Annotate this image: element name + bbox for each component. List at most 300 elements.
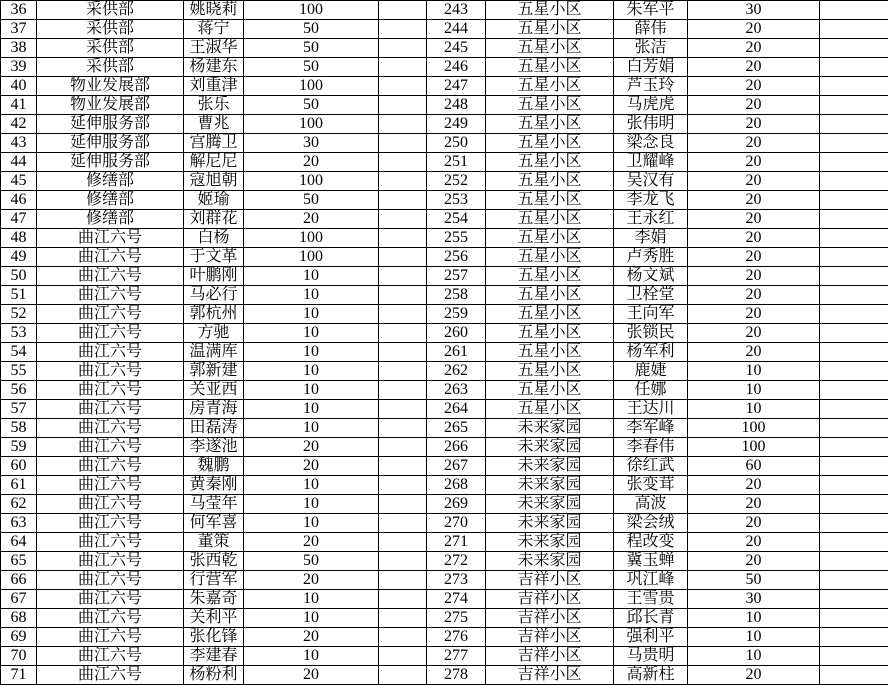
- right-empty-cell[interactable]: [820, 362, 888, 381]
- left-value-cell[interactable]: 10: [244, 609, 379, 628]
- right-row-number-cell[interactable]: 265: [427, 419, 486, 438]
- right-row-number-cell[interactable]: 258: [427, 286, 486, 305]
- right-name-cell[interactable]: 梁会绒: [614, 514, 688, 533]
- left-department-cell[interactable]: 采供部: [37, 1, 184, 20]
- right-value-cell[interactable]: 20: [688, 343, 820, 362]
- left-department-cell[interactable]: 修缮部: [37, 210, 184, 229]
- left-empty-cell[interactable]: [379, 96, 427, 115]
- right-row-number-cell[interactable]: 244: [427, 20, 486, 39]
- left-empty-cell[interactable]: [379, 229, 427, 248]
- right-name-cell[interactable]: 高波: [614, 495, 688, 514]
- left-name-cell[interactable]: 黄秦刚: [184, 476, 244, 495]
- left-value-cell[interactable]: 20: [244, 533, 379, 552]
- left-name-cell[interactable]: 姚晓莉: [184, 1, 244, 20]
- right-community-cell[interactable]: 五星小区: [486, 39, 614, 58]
- left-value-cell[interactable]: 10: [244, 362, 379, 381]
- right-name-cell[interactable]: 芦玉玲: [614, 77, 688, 96]
- left-name-cell[interactable]: 方驰: [184, 324, 244, 343]
- right-empty-cell[interactable]: [820, 495, 888, 514]
- right-community-cell[interactable]: 未来家园: [486, 457, 614, 476]
- left-empty-cell[interactable]: [379, 115, 427, 134]
- right-community-cell[interactable]: 五星小区: [486, 286, 614, 305]
- left-name-cell[interactable]: 叶鹏刚: [184, 267, 244, 286]
- left-value-cell[interactable]: 20: [244, 457, 379, 476]
- right-community-cell[interactable]: 未来家园: [486, 533, 614, 552]
- left-row-number-cell[interactable]: 56: [1, 381, 37, 400]
- left-department-cell[interactable]: 曲江六号: [37, 571, 184, 590]
- left-name-cell[interactable]: 李建春: [184, 647, 244, 666]
- left-name-cell[interactable]: 马必行: [184, 286, 244, 305]
- right-community-cell[interactable]: 五星小区: [486, 96, 614, 115]
- left-value-cell[interactable]: 20: [244, 628, 379, 647]
- left-row-number-cell[interactable]: 42: [1, 115, 37, 134]
- right-name-cell[interactable]: 薛伟: [614, 20, 688, 39]
- left-department-cell[interactable]: 采供部: [37, 58, 184, 77]
- right-value-cell[interactable]: 20: [688, 172, 820, 191]
- left-empty-cell[interactable]: [379, 305, 427, 324]
- left-name-cell[interactable]: 李遂池: [184, 438, 244, 457]
- right-community-cell[interactable]: 五星小区: [486, 58, 614, 77]
- right-name-cell[interactable]: 巩江峰: [614, 571, 688, 590]
- right-value-cell[interactable]: 10: [688, 362, 820, 381]
- right-row-number-cell[interactable]: 266: [427, 438, 486, 457]
- right-empty-cell[interactable]: [820, 666, 888, 685]
- right-empty-cell[interactable]: [820, 58, 888, 77]
- left-name-cell[interactable]: 姬瑜: [184, 191, 244, 210]
- right-empty-cell[interactable]: [820, 77, 888, 96]
- right-community-cell[interactable]: 五星小区: [486, 191, 614, 210]
- left-row-number-cell[interactable]: 52: [1, 305, 37, 324]
- left-value-cell[interactable]: 10: [244, 476, 379, 495]
- left-name-cell[interactable]: 张西乾: [184, 552, 244, 571]
- right-value-cell[interactable]: 10: [688, 647, 820, 666]
- left-row-number-cell[interactable]: 51: [1, 286, 37, 305]
- left-department-cell[interactable]: 延伸服务部: [37, 153, 184, 172]
- right-community-cell[interactable]: 五星小区: [486, 77, 614, 96]
- right-community-cell[interactable]: 吉祥小区: [486, 647, 614, 666]
- left-row-number-cell[interactable]: 48: [1, 229, 37, 248]
- left-empty-cell[interactable]: [379, 153, 427, 172]
- right-value-cell[interactable]: 50: [688, 571, 820, 590]
- left-name-cell[interactable]: 行营军: [184, 571, 244, 590]
- right-empty-cell[interactable]: [820, 229, 888, 248]
- left-empty-cell[interactable]: [379, 438, 427, 457]
- left-department-cell[interactable]: 采供部: [37, 20, 184, 39]
- left-value-cell[interactable]: 10: [244, 305, 379, 324]
- left-value-cell[interactable]: 10: [244, 495, 379, 514]
- right-value-cell[interactable]: 20: [688, 39, 820, 58]
- left-empty-cell[interactable]: [379, 58, 427, 77]
- right-name-cell[interactable]: 强利平: [614, 628, 688, 647]
- right-community-cell[interactable]: 五星小区: [486, 172, 614, 191]
- right-name-cell[interactable]: 王向军: [614, 305, 688, 324]
- right-community-cell[interactable]: 吉祥小区: [486, 571, 614, 590]
- right-row-number-cell[interactable]: 271: [427, 533, 486, 552]
- right-value-cell[interactable]: 20: [688, 286, 820, 305]
- right-value-cell[interactable]: 30: [688, 590, 820, 609]
- right-empty-cell[interactable]: [820, 324, 888, 343]
- left-name-cell[interactable]: 张乐: [184, 96, 244, 115]
- right-name-cell[interactable]: 杨军利: [614, 343, 688, 362]
- left-empty-cell[interactable]: [379, 476, 427, 495]
- left-name-cell[interactable]: 于文革: [184, 248, 244, 267]
- right-name-cell[interactable]: 王永红: [614, 210, 688, 229]
- right-value-cell[interactable]: 20: [688, 495, 820, 514]
- right-row-number-cell[interactable]: 264: [427, 400, 486, 419]
- left-department-cell[interactable]: 曲江六号: [37, 495, 184, 514]
- left-empty-cell[interactable]: [379, 191, 427, 210]
- left-name-cell[interactable]: 董策: [184, 533, 244, 552]
- left-name-cell[interactable]: 郭新建: [184, 362, 244, 381]
- right-community-cell[interactable]: 未来家园: [486, 495, 614, 514]
- right-community-cell[interactable]: 五星小区: [486, 210, 614, 229]
- right-name-cell[interactable]: 白芳娟: [614, 58, 688, 77]
- left-value-cell[interactable]: 10: [244, 419, 379, 438]
- left-value-cell[interactable]: 100: [244, 229, 379, 248]
- left-value-cell[interactable]: 30: [244, 134, 379, 153]
- left-name-cell[interactable]: 温满库: [184, 343, 244, 362]
- right-community-cell[interactable]: 五星小区: [486, 324, 614, 343]
- right-value-cell[interactable]: 20: [688, 514, 820, 533]
- left-empty-cell[interactable]: [379, 514, 427, 533]
- right-row-number-cell[interactable]: 276: [427, 628, 486, 647]
- right-value-cell[interactable]: 100: [688, 438, 820, 457]
- left-value-cell[interactable]: 50: [244, 96, 379, 115]
- left-department-cell[interactable]: 曲江六号: [37, 381, 184, 400]
- left-department-cell[interactable]: 曲江六号: [37, 438, 184, 457]
- left-empty-cell[interactable]: [379, 552, 427, 571]
- left-value-cell[interactable]: 10: [244, 647, 379, 666]
- right-empty-cell[interactable]: [820, 438, 888, 457]
- left-value-cell[interactable]: 10: [244, 286, 379, 305]
- right-name-cell[interactable]: 张洁: [614, 39, 688, 58]
- right-row-number-cell[interactable]: 269: [427, 495, 486, 514]
- right-name-cell[interactable]: 朱军平: [614, 1, 688, 20]
- right-row-number-cell[interactable]: 245: [427, 39, 486, 58]
- left-value-cell[interactable]: 10: [244, 343, 379, 362]
- right-empty-cell[interactable]: [820, 400, 888, 419]
- right-value-cell[interactable]: 20: [688, 115, 820, 134]
- right-empty-cell[interactable]: [820, 381, 888, 400]
- left-row-number-cell[interactable]: 44: [1, 153, 37, 172]
- right-row-number-cell[interactable]: 268: [427, 476, 486, 495]
- right-value-cell[interactable]: 20: [688, 153, 820, 172]
- right-row-number-cell[interactable]: 267: [427, 457, 486, 476]
- right-name-cell[interactable]: 李春伟: [614, 438, 688, 457]
- right-row-number-cell[interactable]: 275: [427, 609, 486, 628]
- right-name-cell[interactable]: 张锁民: [614, 324, 688, 343]
- left-value-cell[interactable]: 100: [244, 77, 379, 96]
- left-empty-cell[interactable]: [379, 647, 427, 666]
- right-value-cell[interactable]: 20: [688, 476, 820, 495]
- left-row-number-cell[interactable]: 62: [1, 495, 37, 514]
- right-community-cell[interactable]: 五星小区: [486, 362, 614, 381]
- right-value-cell[interactable]: 20: [688, 229, 820, 248]
- left-value-cell[interactable]: 10: [244, 514, 379, 533]
- left-name-cell[interactable]: 解尼尼: [184, 153, 244, 172]
- left-value-cell[interactable]: 50: [244, 552, 379, 571]
- left-value-cell[interactable]: 20: [244, 666, 379, 685]
- left-value-cell[interactable]: 20: [244, 571, 379, 590]
- left-empty-cell[interactable]: [379, 20, 427, 39]
- right-empty-cell[interactable]: [820, 343, 888, 362]
- right-community-cell[interactable]: 吉祥小区: [486, 628, 614, 647]
- right-community-cell[interactable]: 五星小区: [486, 248, 614, 267]
- right-empty-cell[interactable]: [820, 457, 888, 476]
- right-empty-cell[interactable]: [820, 172, 888, 191]
- left-name-cell[interactable]: 王淑华: [184, 39, 244, 58]
- left-empty-cell[interactable]: [379, 495, 427, 514]
- right-value-cell[interactable]: 10: [688, 381, 820, 400]
- left-empty-cell[interactable]: [379, 77, 427, 96]
- right-empty-cell[interactable]: [820, 153, 888, 172]
- left-empty-cell[interactable]: [379, 609, 427, 628]
- right-empty-cell[interactable]: [820, 115, 888, 134]
- left-department-cell[interactable]: 曲江六号: [37, 286, 184, 305]
- left-name-cell[interactable]: 刘重津: [184, 77, 244, 96]
- left-name-cell[interactable]: 关利平: [184, 609, 244, 628]
- left-name-cell[interactable]: 白杨: [184, 229, 244, 248]
- right-empty-cell[interactable]: [820, 96, 888, 115]
- right-empty-cell[interactable]: [820, 533, 888, 552]
- left-name-cell[interactable]: 张化锋: [184, 628, 244, 647]
- right-row-number-cell[interactable]: 259: [427, 305, 486, 324]
- left-row-number-cell[interactable]: 55: [1, 362, 37, 381]
- left-empty-cell[interactable]: [379, 1, 427, 20]
- left-empty-cell[interactable]: [379, 134, 427, 153]
- right-empty-cell[interactable]: [820, 476, 888, 495]
- right-row-number-cell[interactable]: 253: [427, 191, 486, 210]
- right-row-number-cell[interactable]: 263: [427, 381, 486, 400]
- left-row-number-cell[interactable]: 53: [1, 324, 37, 343]
- left-department-cell[interactable]: 曲江六号: [37, 533, 184, 552]
- right-community-cell[interactable]: 吉祥小区: [486, 590, 614, 609]
- left-department-cell[interactable]: 曲江六号: [37, 267, 184, 286]
- left-value-cell[interactable]: 10: [244, 324, 379, 343]
- left-empty-cell[interactable]: [379, 267, 427, 286]
- right-empty-cell[interactable]: [820, 1, 888, 20]
- right-name-cell[interactable]: 王达川: [614, 400, 688, 419]
- left-empty-cell[interactable]: [379, 590, 427, 609]
- left-value-cell[interactable]: 10: [244, 590, 379, 609]
- left-row-number-cell[interactable]: 47: [1, 210, 37, 229]
- right-row-number-cell[interactable]: 277: [427, 647, 486, 666]
- right-name-cell[interactable]: 卫栓堂: [614, 286, 688, 305]
- left-value-cell[interactable]: 20: [244, 210, 379, 229]
- right-name-cell[interactable]: 王雪贵: [614, 590, 688, 609]
- left-department-cell[interactable]: 曲江六号: [37, 343, 184, 362]
- left-name-cell[interactable]: 寇旭朝: [184, 172, 244, 191]
- left-department-cell[interactable]: 曲江六号: [37, 590, 184, 609]
- left-row-number-cell[interactable]: 71: [1, 666, 37, 685]
- left-row-number-cell[interactable]: 38: [1, 39, 37, 58]
- left-name-cell[interactable]: 关亚西: [184, 381, 244, 400]
- left-value-cell[interactable]: 10: [244, 400, 379, 419]
- left-name-cell[interactable]: 郭杭州: [184, 305, 244, 324]
- right-row-number-cell[interactable]: 246: [427, 58, 486, 77]
- right-value-cell[interactable]: 20: [688, 191, 820, 210]
- left-department-cell[interactable]: 修缮部: [37, 191, 184, 210]
- left-empty-cell[interactable]: [379, 172, 427, 191]
- right-value-cell[interactable]: 20: [688, 305, 820, 324]
- right-name-cell[interactable]: 马虎虎: [614, 96, 688, 115]
- right-value-cell[interactable]: 60: [688, 457, 820, 476]
- right-value-cell[interactable]: 20: [688, 96, 820, 115]
- right-community-cell[interactable]: 五星小区: [486, 343, 614, 362]
- right-value-cell[interactable]: 10: [688, 609, 820, 628]
- left-empty-cell[interactable]: [379, 210, 427, 229]
- left-department-cell[interactable]: 曲江六号: [37, 476, 184, 495]
- right-name-cell[interactable]: 吴汉有: [614, 172, 688, 191]
- right-community-cell[interactable]: 五星小区: [486, 20, 614, 39]
- left-name-cell[interactable]: 曹兆: [184, 115, 244, 134]
- left-value-cell[interactable]: 100: [244, 172, 379, 191]
- right-name-cell[interactable]: 马贵明: [614, 647, 688, 666]
- right-empty-cell[interactable]: [820, 20, 888, 39]
- right-name-cell[interactable]: 李娟: [614, 229, 688, 248]
- left-row-number-cell[interactable]: 37: [1, 20, 37, 39]
- left-value-cell[interactable]: 50: [244, 39, 379, 58]
- left-department-cell[interactable]: 曲江六号: [37, 514, 184, 533]
- left-empty-cell[interactable]: [379, 381, 427, 400]
- right-community-cell[interactable]: 五星小区: [486, 134, 614, 153]
- right-empty-cell[interactable]: [820, 647, 888, 666]
- right-name-cell[interactable]: 李军峰: [614, 419, 688, 438]
- left-empty-cell[interactable]: [379, 571, 427, 590]
- right-value-cell[interactable]: 20: [688, 666, 820, 685]
- right-row-number-cell[interactable]: 272: [427, 552, 486, 571]
- left-department-cell[interactable]: 曲江六号: [37, 457, 184, 476]
- right-row-number-cell[interactable]: 249: [427, 115, 486, 134]
- left-name-cell[interactable]: 杨粉利: [184, 666, 244, 685]
- left-department-cell[interactable]: 延伸服务部: [37, 134, 184, 153]
- right-row-number-cell[interactable]: 248: [427, 96, 486, 115]
- right-community-cell[interactable]: 五星小区: [486, 381, 614, 400]
- left-name-cell[interactable]: 马莹年: [184, 495, 244, 514]
- left-empty-cell[interactable]: [379, 666, 427, 685]
- right-community-cell[interactable]: 五星小区: [486, 1, 614, 20]
- left-row-number-cell[interactable]: 61: [1, 476, 37, 495]
- right-row-number-cell[interactable]: 261: [427, 343, 486, 362]
- right-row-number-cell[interactable]: 254: [427, 210, 486, 229]
- left-row-number-cell[interactable]: 68: [1, 609, 37, 628]
- left-empty-cell[interactable]: [379, 324, 427, 343]
- left-row-number-cell[interactable]: 50: [1, 267, 37, 286]
- left-department-cell[interactable]: 曲江六号: [37, 248, 184, 267]
- right-row-number-cell[interactable]: 262: [427, 362, 486, 381]
- left-row-number-cell[interactable]: 43: [1, 134, 37, 153]
- right-community-cell[interactable]: 五星小区: [486, 267, 614, 286]
- left-department-cell[interactable]: 曲江六号: [37, 419, 184, 438]
- right-name-cell[interactable]: 高新柱: [614, 666, 688, 685]
- right-empty-cell[interactable]: [820, 248, 888, 267]
- right-name-cell[interactable]: 任娜: [614, 381, 688, 400]
- right-name-cell[interactable]: 张伟明: [614, 115, 688, 134]
- right-value-cell[interactable]: 20: [688, 324, 820, 343]
- left-name-cell[interactable]: 宫腾卫: [184, 134, 244, 153]
- left-row-number-cell[interactable]: 60: [1, 457, 37, 476]
- left-value-cell[interactable]: 100: [244, 1, 379, 20]
- right-name-cell[interactable]: 张变茸: [614, 476, 688, 495]
- right-row-number-cell[interactable]: 260: [427, 324, 486, 343]
- right-value-cell[interactable]: 20: [688, 267, 820, 286]
- left-department-cell[interactable]: 曲江六号: [37, 628, 184, 647]
- right-community-cell[interactable]: 五星小区: [486, 153, 614, 172]
- right-row-number-cell[interactable]: 250: [427, 134, 486, 153]
- right-name-cell[interactable]: 卢秀胜: [614, 248, 688, 267]
- right-name-cell[interactable]: 李龙飞: [614, 191, 688, 210]
- left-empty-cell[interactable]: [379, 39, 427, 58]
- left-empty-cell[interactable]: [379, 362, 427, 381]
- left-row-number-cell[interactable]: 45: [1, 172, 37, 191]
- right-community-cell[interactable]: 未来家园: [486, 419, 614, 438]
- left-row-number-cell[interactable]: 54: [1, 343, 37, 362]
- right-value-cell[interactable]: 20: [688, 248, 820, 267]
- left-row-number-cell[interactable]: 65: [1, 552, 37, 571]
- left-value-cell[interactable]: 50: [244, 191, 379, 210]
- left-row-number-cell[interactable]: 70: [1, 647, 37, 666]
- right-empty-cell[interactable]: [820, 286, 888, 305]
- left-row-number-cell[interactable]: 69: [1, 628, 37, 647]
- right-empty-cell[interactable]: [820, 305, 888, 324]
- left-name-cell[interactable]: 朱嘉奇: [184, 590, 244, 609]
- right-empty-cell[interactable]: [820, 267, 888, 286]
- right-row-number-cell[interactable]: 273: [427, 571, 486, 590]
- right-row-number-cell[interactable]: 274: [427, 590, 486, 609]
- left-value-cell[interactable]: 10: [244, 381, 379, 400]
- right-name-cell[interactable]: 程改变: [614, 533, 688, 552]
- left-department-cell[interactable]: 曲江六号: [37, 324, 184, 343]
- right-name-cell[interactable]: 徐红武: [614, 457, 688, 476]
- right-community-cell[interactable]: 五星小区: [486, 305, 614, 324]
- right-community-cell[interactable]: 五星小区: [486, 115, 614, 134]
- left-department-cell[interactable]: 曲江六号: [37, 647, 184, 666]
- right-name-cell[interactable]: 杨文斌: [614, 267, 688, 286]
- right-row-number-cell[interactable]: 243: [427, 1, 486, 20]
- left-row-number-cell[interactable]: 39: [1, 58, 37, 77]
- left-name-cell[interactable]: 刘群花: [184, 210, 244, 229]
- left-empty-cell[interactable]: [379, 248, 427, 267]
- left-department-cell[interactable]: 曲江六号: [37, 229, 184, 248]
- left-value-cell[interactable]: 10: [244, 267, 379, 286]
- right-empty-cell[interactable]: [820, 571, 888, 590]
- left-department-cell[interactable]: 修缮部: [37, 172, 184, 191]
- right-name-cell[interactable]: 卫耀峰: [614, 153, 688, 172]
- right-community-cell[interactable]: 未来家园: [486, 552, 614, 571]
- left-value-cell[interactable]: 50: [244, 58, 379, 77]
- left-empty-cell[interactable]: [379, 457, 427, 476]
- right-row-number-cell[interactable]: 255: [427, 229, 486, 248]
- right-community-cell[interactable]: 未来家园: [486, 438, 614, 457]
- right-name-cell[interactable]: 邱长青: [614, 609, 688, 628]
- right-value-cell[interactable]: 20: [688, 552, 820, 571]
- right-value-cell[interactable]: 20: [688, 58, 820, 77]
- left-empty-cell[interactable]: [379, 533, 427, 552]
- right-empty-cell[interactable]: [820, 419, 888, 438]
- right-row-number-cell[interactable]: 257: [427, 267, 486, 286]
- right-name-cell[interactable]: 冀玉蝉: [614, 552, 688, 571]
- left-department-cell[interactable]: 物业发展部: [37, 77, 184, 96]
- left-row-number-cell[interactable]: 36: [1, 1, 37, 20]
- left-row-number-cell[interactable]: 58: [1, 419, 37, 438]
- right-community-cell[interactable]: 吉祥小区: [486, 609, 614, 628]
- right-value-cell[interactable]: 20: [688, 77, 820, 96]
- left-name-cell[interactable]: 蒋宁: [184, 20, 244, 39]
- left-name-cell[interactable]: 何军喜: [184, 514, 244, 533]
- left-value-cell[interactable]: 100: [244, 115, 379, 134]
- right-row-number-cell[interactable]: 270: [427, 514, 486, 533]
- left-row-number-cell[interactable]: 49: [1, 248, 37, 267]
